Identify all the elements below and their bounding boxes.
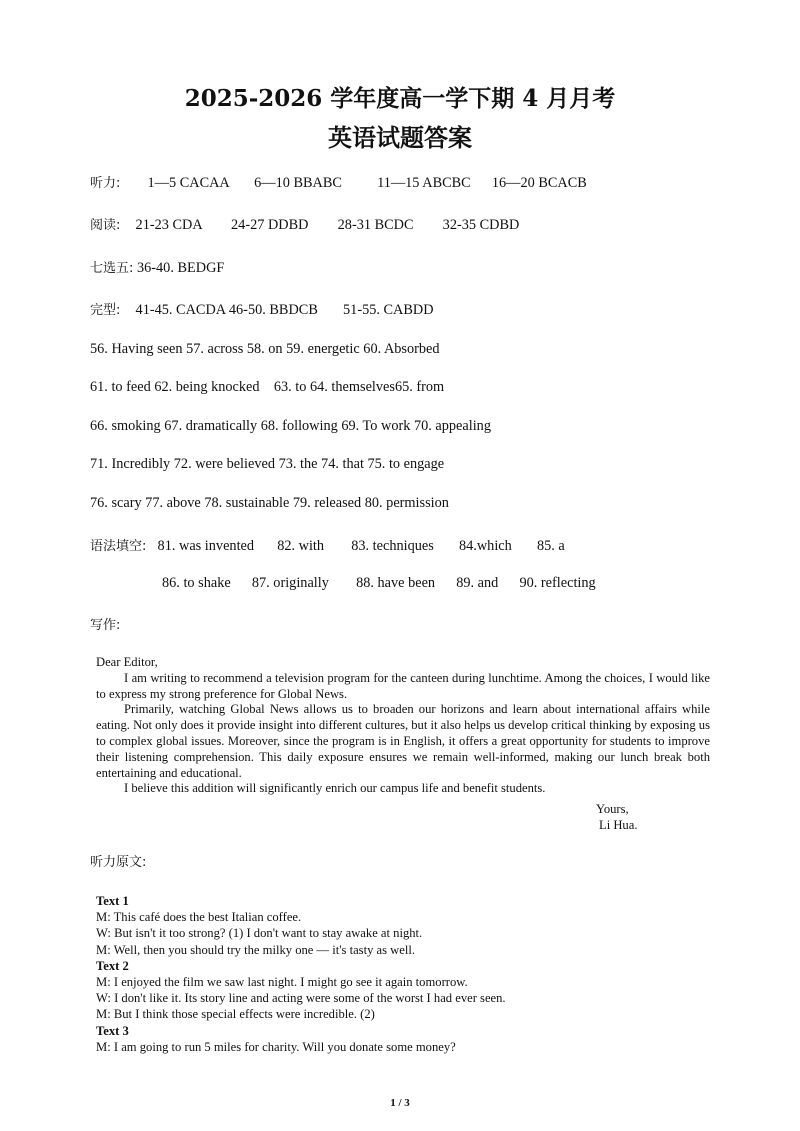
letter-paragraph: Primarily, watching Global News allows us to broaden our horizons and learn about international affairs while eating. Not only does it provide insight into different cultures, but it also helps us develop critical thinking by exposing us to complex global issues. Moreover, since the program is in English, it offers a great opportunity for students to improve their listening comprehension. This daily exposure ensures we remain well-informed, making our lunch break both entertaining and educational. [96,702,710,780]
script-line: M: Well, then you should try the milky one — it's tasty as well. [96,942,415,957]
grammar-answer: 90. reflecting [519,575,596,591]
word-answers-line: 76. scary 77. above 78. sustainable 79. released 80. permission [90,495,449,511]
grammar-answer: 83. techniques [351,538,434,554]
grammar-answer: 84.which [458,538,512,554]
script-text-heading: Text 3 [96,1023,129,1038]
sample-letter [96,655,710,797]
reading-group: 24-27 DDBD [231,217,309,233]
word-answers-line: 61. to feed 62. being knocked 63. to 64. themselves65. from [90,379,445,395]
listening-group: 16—20 BCACB [491,175,587,191]
script-line: W: But isn't it too strong? (1) I don't want to stay awake at night. [96,926,423,941]
seven-choose-five-label: 七选五: [90,261,134,276]
reading-label: 阅读: [90,218,121,233]
page-number: 1 / 3 [390,1097,410,1109]
cloze-answers-row [90,299,434,319]
letter-closing: Yours, [596,802,629,816]
script-line: M: This café does the best Italian coffee. [96,910,302,925]
grammar-answer: 87. originally [251,575,329,591]
script-line: M: I enjoyed the film we saw last night. I might go see it again tomorrow. [96,975,468,990]
listening-label: 听力: [90,176,121,191]
reading-answers-row [90,214,519,234]
letter-paragraph: I am writing to recommend a television program for the canteen during lunchtime. Among the choices, I would like to express my strong preference for Global News. [96,670,710,701]
grammar-answers-row-2 [162,575,596,592]
writing-label: 写作: [90,618,121,633]
listening-script [96,893,506,1055]
listening-group: 6—10 BBABC [254,175,342,191]
grammar-answer: 86. to shake [162,575,231,591]
grammar-answers-row-1 [90,535,565,555]
document-title: 2025-2026 学年度高一学下期 4 月月考 [184,85,616,112]
grammar-answer: 82. with [277,538,325,554]
seven-choose-five-group: 36-40. BEDGF [136,260,225,276]
reading-group: 28-31 BCDC [337,217,414,233]
reading-group: 32-35 CDBD [442,217,520,233]
letter-paragraph: I believe this addition will significantly enrich our campus life and benefit students. [124,781,546,796]
grammar-label: 语法填空: [90,539,147,554]
listening-answers-row [90,172,587,192]
grammar-answer: 88. have been [356,575,436,591]
letter-signature: Li Hua. [599,818,638,832]
cloze-group: 41-45. CACDA 46-50. BBDCB [135,302,318,318]
cloze-label: 完型: [90,303,121,318]
grammar-answer: 85. a [536,538,565,554]
word-answers-line: 56. Having seen 57. across 58. on 59. energetic 60. Absorbed [90,341,440,357]
grammar-answer: 89. and [456,575,499,591]
seven-choose-five-row [90,257,224,277]
reading-group: 21-23 CDA [135,217,202,233]
listening-group: 11—15 ABCBC [377,175,471,191]
script-text-heading: Text 2 [96,958,129,973]
word-answers-line: 66. smoking 67. dramatically 68. following 69. To work 70. appealing [90,418,491,434]
listening-script-label: 听力原文: [90,855,147,870]
letter-salutation: Dear Editor, [96,655,158,669]
script-line: M: But I think those special effects were incredible. (2) [96,1007,375,1022]
script-text-heading: Text 1 [96,894,129,908]
grammar-answer: 81. was invented [157,538,255,554]
word-answers-line: 71. Incredibly 72. were believed 73. the 74. that 75. to engage [90,456,445,472]
document-subtitle: 英语试题答案 [328,123,472,152]
listening-group: 1—5 CACAA [147,175,229,191]
script-line: W: I don't like it. Its story line and acting were some of the worst I had ever seen. [96,991,506,1006]
script-line: M: I am going to run 5 miles for charity. Will you donate some money? [96,1039,456,1054]
cloze-group: 51-55. CABDD [343,302,434,318]
